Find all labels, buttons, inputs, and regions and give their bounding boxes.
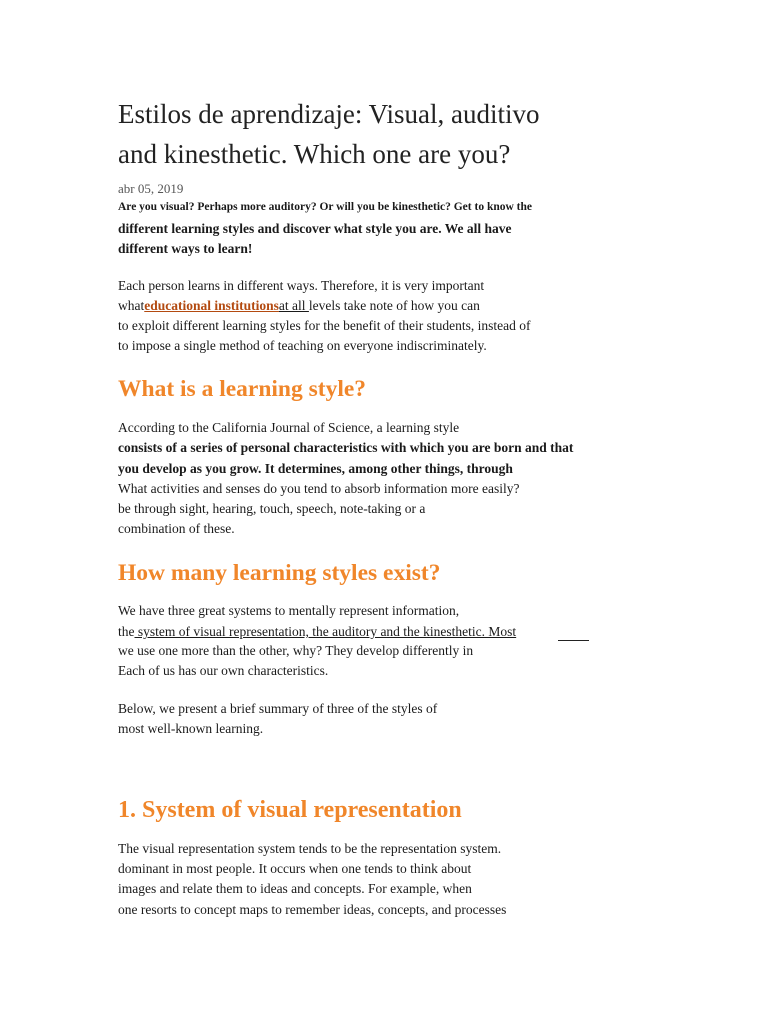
section1-line-6: combination of these. (118, 521, 235, 536)
intro-line-3: different ways to learn! (118, 241, 253, 256)
section2-line-2-prefix: the (118, 624, 135, 639)
section1-line-4: What activities and senses do you tend to absorb information more easily? (118, 481, 520, 496)
section1-line-2: consists of a series of personal characteristics with which you are born and that (118, 440, 574, 455)
section3-line-4: one resorts to concept maps to remember ideas, concepts, and processes (118, 902, 507, 917)
section2-heading: How many learning styles exist? (118, 560, 441, 586)
article-title-line-1: Estilos de aprendizaje: Visual, auditivo (118, 99, 540, 129)
intro-line-2: different learning styles and discover what style you are. We all have (118, 221, 512, 236)
section1-heading: What is a learning style? (118, 376, 367, 402)
para1-line-2-prefix: what (118, 298, 145, 313)
section2-line-1: We have three great systems to mentally represent information, (118, 603, 460, 618)
section3-line-3: images and relate them to ideas and concepts. For example, when (118, 881, 472, 896)
para1-line-4: to impose a single method of teaching on everyone indiscriminately. (118, 338, 487, 353)
section3-line-2: dominant in most people. It occurs when one tends to think about (118, 861, 472, 876)
section1-line-3: you develop as you grow. It determines, among other things, through (118, 461, 513, 476)
section2-line-5: Below, we present a brief summary of three of the styles of (118, 701, 438, 716)
underline-extension (558, 640, 589, 641)
publish-date: abr 05, 2019 (118, 181, 184, 196)
section2-line-6: most well-known learning. (118, 721, 264, 736)
para1-line-3: to exploit different learning styles for the benefit of their students, instead of (118, 318, 531, 333)
section2-line-4: Each of us has our own characteristics. (118, 663, 329, 678)
section2-line-3: we use one more than the other, why? They develop differently in (118, 643, 474, 658)
intro-line-1: Are you visual? Perhaps more auditory? Or will you be kinesthetic? Get to know the (118, 201, 532, 213)
section2-line-2-underlined: system of visual representation, the auditory and the kinesthetic. Most (134, 624, 517, 639)
section2-line-2 (118, 624, 516, 640)
article-title-line-2: and kinesthetic. Which one are you? (118, 139, 511, 169)
section1-line-5: be through sight, hearing, touch, speech, note-taking or a (118, 501, 426, 516)
para1-line-2-suffix: levels take note of how you can (308, 298, 480, 313)
para1-line-1: Each person learns in different ways. Therefore, it is very important (118, 278, 485, 293)
section1-line-1: According to the California Journal of Science, a learning style (118, 420, 460, 435)
para1-line-2-mid: at all (278, 298, 309, 313)
section3-line-1: The visual representation system tends to be the representation system. (118, 841, 502, 856)
section3-heading: 1. System of visual representation (118, 797, 462, 823)
educational-institutions-link[interactable]: educational institutions (144, 298, 279, 313)
para1-line-2 (118, 298, 480, 314)
